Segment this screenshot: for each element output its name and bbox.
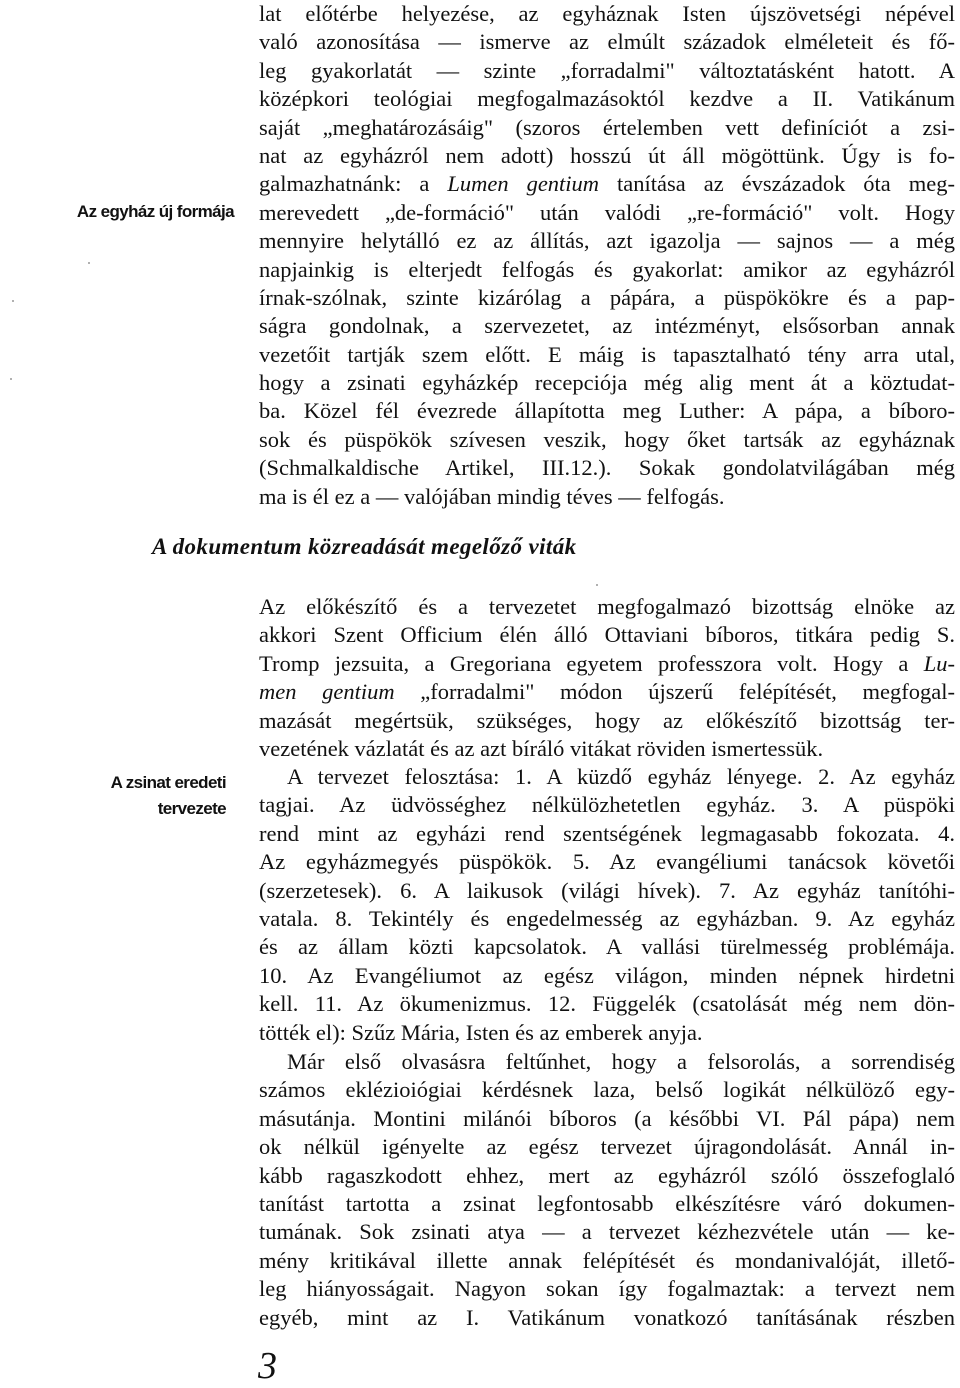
text-line: galmazhatnánk: a Lumen gentium tanítása az évszázadok óta meg- bbox=[259, 171, 955, 197]
text-line: vatala. 8. Tekintély és engedelmesség az egyházban. 9. Az egyház bbox=[259, 905, 955, 931]
text-line: nat az egyházról nem adott) hosszú út áll mögöttünk. Úgy is fo- bbox=[259, 142, 955, 168]
text-line: másutánja. Montini milánói bíboros (a későbbi VI. Pál pápa) nem bbox=[259, 1105, 955, 1131]
page-number: 3 bbox=[258, 1345, 277, 1387]
text-line: ságra gondolnak, a szervezetet, az intézményt, elsősorban annak bbox=[259, 313, 955, 339]
text-line: hogy a zsinati egyházkép recepciója még alig ment át a köztudat- bbox=[259, 370, 955, 396]
text-line: (Schmalkaldische Artikel, III.12.). Sokak gondolatvilágában még bbox=[259, 455, 955, 481]
text-line: Az egyházmegyés püspökök. 5. Az evangéliumi tanácsok követői bbox=[259, 849, 955, 875]
text-line: ba. Közel fél évezrede állapította meg Luther: A pápa, a bíboro- bbox=[259, 398, 955, 424]
text-line: tumának. Sok zsinati atya — a tervezet kézhezvétele után — ke- bbox=[259, 1219, 955, 1245]
text-line: tanítást tartotta a zsinat legfontosabb elkészítésre váró dokumen- bbox=[259, 1190, 955, 1216]
margin-note-egyhaz-uj-formaja bbox=[20, 198, 234, 225]
text-line: kább ragaszkodott ehhez, mert az egyházról szóló összefoglaló bbox=[259, 1162, 955, 1188]
scan-speck bbox=[88, 262, 90, 264]
scan-speck bbox=[10, 378, 12, 380]
text-line: Az előkészítő és a tervezetet megfogalmazó bizottság elnöke az bbox=[259, 594, 955, 619]
text-line: Tromp jezsuita, a Gregoriana egyetem professzora volt. Hogy a Lu- bbox=[259, 650, 955, 676]
text-line: ok nélkül igényelte az egész tervezet újragondolását. Annál in- bbox=[259, 1134, 955, 1160]
paragraph-2 bbox=[259, 593, 955, 763]
text-line: rend mint az egyházi rend szentségének legmagasabb fokozata. 4. bbox=[259, 820, 955, 846]
paragraph-3 bbox=[259, 763, 955, 1047]
text-line: tötték el): Szűz Mária, Isten és az emberek anyja. bbox=[259, 1019, 703, 1045]
margin-note-line-1: A zsinat eredeti bbox=[110, 773, 226, 792]
text-line: mazását megértsük, szükséges, hogy az előkészítő bizottság ter- bbox=[259, 707, 955, 733]
text-line: Már első olvasásra feltűnhet, hogy a felsorolás, a sorrendiség bbox=[287, 1049, 955, 1074]
margin-note-zsinat-eredeti-tervezete bbox=[40, 770, 226, 822]
scan-speck bbox=[12, 300, 14, 302]
paragraph-4 bbox=[259, 1048, 955, 1332]
text-line: 10. Az Evangéliumot az egész világon, minden népnek hirdetni bbox=[259, 962, 955, 988]
text-line: tagjai. Az üdvösséghez nélkülözhetetlen egyház. 3. A püspöki bbox=[259, 792, 955, 818]
text-line: napjainkig is elterjedt felfogás és gyakorlat: amikor az egyházról bbox=[259, 256, 955, 282]
margin-note-text: Az egyház új formája bbox=[76, 202, 234, 221]
text-line: és az állam közti kapcsolatok. A vallási türelmesség problémája. bbox=[259, 934, 955, 960]
section-heading: A dokumentum közreadását megelőző viták bbox=[152, 534, 577, 559]
text-line: ma is él ez a — valójában mindig téves — felfogás. bbox=[259, 483, 725, 509]
text-line: A tervezet felosztása: 1. A küzdő egyház lényege. 2. Az egyház bbox=[287, 764, 955, 789]
text-line: vezetének vázlatát és az azt bíráló vitákat röviden ismertessük. bbox=[259, 735, 824, 761]
text-line: írnak-szólnak, szinte kizárólag a pápára, a püspökökre és a pap- bbox=[259, 284, 955, 310]
text-line: egyéb, mint az I. Vatikánum vonatkozó tanításának részben bbox=[259, 1304, 955, 1330]
text-line: leg hiányosságait. Nagyon sokan így fogalmaztak: a tervezt nem bbox=[259, 1276, 955, 1302]
text-line: mény kritikával illette annak felépítését és mondanivalóját, illető- bbox=[259, 1247, 955, 1273]
text-line: leg gyakorlatát — szinte „forradalmi" változtatásként hatott. A bbox=[259, 57, 955, 83]
text-line: középkori teológiai megfogalmazásoktól kezdve a II. Vatikánum bbox=[259, 86, 955, 112]
text-line: lat előtérbe helyezése, az egyháznak Isten újszövetségi népével bbox=[259, 1, 955, 26]
text-line: mennyire helytálló ez az állítás, azt igazolja — sajnos — a még bbox=[259, 228, 955, 254]
text-line: men gentium „forradalmi" módon újszerű felépítését, megfogal- bbox=[259, 679, 955, 705]
text-line: merevedett „de-formáció" után valódi „re-formáció" volt. Hogy bbox=[259, 199, 955, 225]
paragraph-1 bbox=[259, 0, 955, 511]
margin-note-line-2: tervezete bbox=[157, 799, 226, 818]
text-line: akkori Szent Officium élén álló Ottaviani bíboros, titkára pedig S. bbox=[259, 622, 955, 648]
text-line: (szerzetesek). 6. A laikusok (világi hívek). 7. Az egyház tanítóhi- bbox=[259, 877, 955, 903]
text-line: számos eklézioiógiai kérdésnek laza, belső logikát nélkülöző egy- bbox=[259, 1077, 955, 1103]
scan-speck bbox=[596, 584, 598, 586]
text-line: vezetőit tartják szem előtt. E máig is tapasztalható tény arra utal, bbox=[259, 341, 955, 367]
text-line: kell. 11. Az ökumenizmus. 12. Függelék (csatolását még nem dön- bbox=[259, 991, 955, 1017]
text-line: saját „meghatározásáig" (szoros értelemben vett definíciót a zsi- bbox=[259, 114, 955, 140]
text-line: sok és püspökök szívesen veszik, hogy őket tartsák az egyháznak bbox=[259, 426, 955, 452]
text-line: való azonosítása — ismerve az elmúlt századok elméleteit és fő- bbox=[259, 29, 955, 55]
